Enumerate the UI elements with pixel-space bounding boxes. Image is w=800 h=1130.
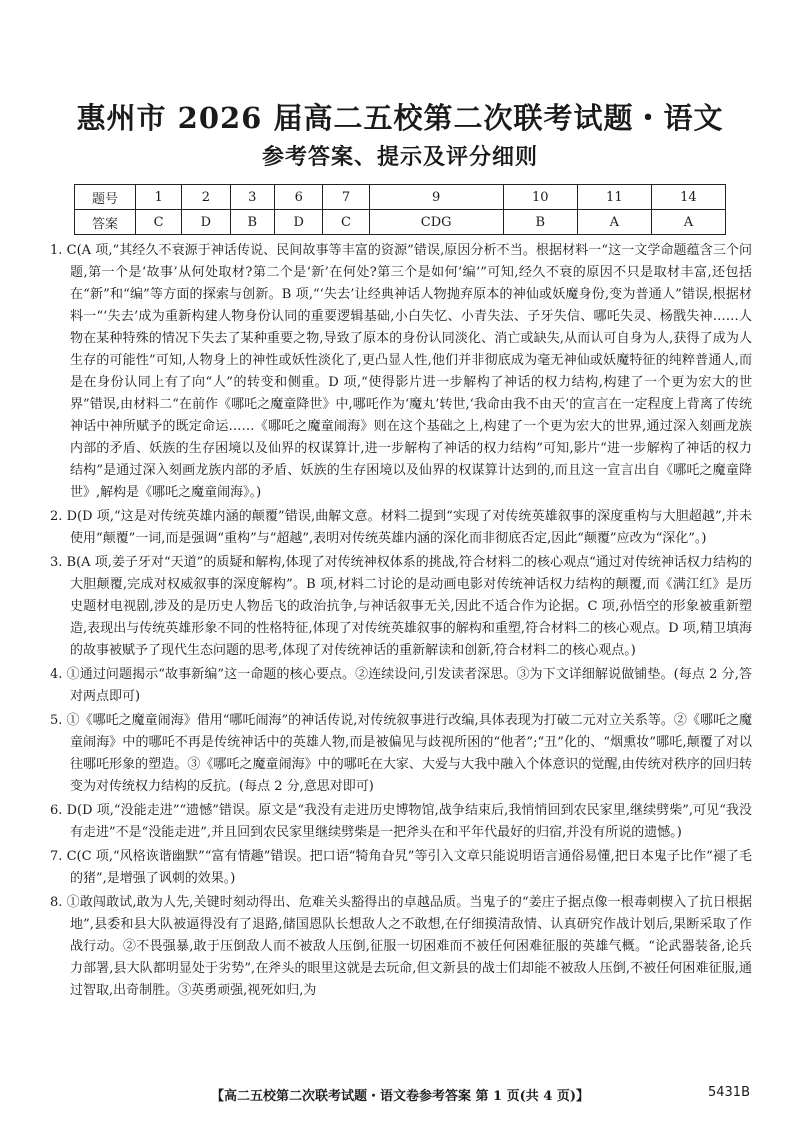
answer-item-3: 3. B(A 项,姜子牙对“天道”的质疑和解构,体现了对传统神权体系的挑战,符合材料二的核心观点“通过对传统神话权力结构的大胆颠覆,完成对权威叙事的深度解构”。B 项,材料二讨论的是动画电影对传统神话权力结构的颠覆,而《满江红》是历史题材电视剧,涉及的是历史人物岳飞的政治抗争,与神话叙事无关,因此不适合作为论据。C 项,孙悟空的形象被重新塑造,表现出与传统英雄形象不同的性格特征,体现了对传统英雄叙事的解构和重塑,符合材料二的核心观点。D 项,精卫填海的故事被赋予了现代生态问题的思考,体现了对传统神话的重新解读和创新,符合材料二的核心观点。) [50,555,752,658]
answer-item-7: 7. C(C 项,“风格诙谐幽默”“富有情趣”错误。把口语“犄角旮旯”等引入文章只能说明语言通俗易懂,把日本鬼子比作“褪了毛的猪”,是增强了讽刺的效果。) [50,849,752,886]
page-footer: 【高二五校第二次联考试题・语文卷参考答案 第 1 页(共 4 页)】 [210,1089,590,1104]
answer-item-1: 1. C(A 项,“其经久不衰源于神话传说、民间故事等丰富的资源”错误,原因分析不当。根据材料一“这一文学命题蕴含三个问题,第一个是‘故事’从何处取材?第二个是‘新’在何处?第三个是如何‘编’”可知,经久不衰的原因不只是取材丰富,还包括在“新”和“编”等方面的探索与创新。B 项,“‘失去’让经典神话人物抛弃原本的神仙或妖魔身份,变为普通人”错误,根据材料一“‘失去’成为重新构建人物身份认同的重要逻辑基础,小白失忆、小青失法、子牙失信、哪吒失灵、杨戬失神……人物在某种特殊的情况下失去了某种重要之物,导致了原本的身份认同淡化、消亡或缺失,从而认可自身为人,获得了成为人生存的可能性”可知,人物身上的神性或妖性淡化了,更凸显人性,他们并非彻底成为毫无神仙或妖魔特征的纯粹普通人,而是在身份认同上有了向“人”的转变和侧重。D 项,“使得影片进一步解构了神话的权力结构,构建了一个更为宏大的世界”错误,由材料二“在前作《哪吒之魔童降世》中,哪吒作为‘魔丸’转世,‘我命由我不由天’的宣言在一定程度上背离了传统神话中神所赋予的既定命运……《哪吒之魔童闹海》则在这个基础之上,构建了一个更为宏大的世界,通过深入刻画龙族内部的矛盾、妖族的生存困境以及仙界的权谋算计,进一步解构了神话的权力结构”可知,影片“进一步解构了神话的权力结构”是通过深入刻画龙族内部的矛盾、妖族的生存困境以及仙界的权谋算计达到的,而且这一宣言出自《哪吒之魔童降世》,解构是《哪吒之魔童闹海》。) [50,243,752,500]
table-cell: C [136,210,182,235]
answer-table [74,184,726,235]
answer-item-8: 8. ①敢闯敢试,敢为人先,关键时刻动得出、危难关头豁得出的卓越品质。当鬼子的“姜庄子据点像一根毒刺楔入了抗日根据地”,县委和县大队被逼得没有了退路,储国恩队长想敌人之不敢想,在仔细摸清敌情、认真研究作战计划后,果断采取了作战行动。②不畏强暴,敢于压倒敌人而不被敌人压倒,征服一切困难而不被任何困难征服的英雄气概。“论武器装备,论兵力部署,县大队都明显处于劣势”,在斧头的眼里这就是去玩命,但文新县的战士们却能不被敌人压倒,不被任何困难征服,通过智取,出奇制胜。③英勇顽强,视死如归,为 [50,895,752,998]
table-cell: 1 [136,185,182,210]
table-cell: B [503,210,577,235]
table-cell: 14 [651,185,725,210]
page-title: 惠州市 2026 届高二五校第二次联考试题・语文 [76,101,724,135]
table-cell: 10 [503,185,577,210]
table-cell: 2 [182,185,230,210]
table-cell: A [651,210,725,235]
answer-item-5: 5. ①《哪吒之魔童闹海》借用“哪吒闹海”的神话传说,对传统叙事进行改编,具体表现为打破二元对立关系等。②《哪吒之魔童闹海》中的哪吒不再是传统神话中的英雄人物,而是被偏见与歧视所困的“他者”;“丑”化的、“烟熏妆”哪吒,颠覆了对以往哪吒形象的塑造。③《哪吒之魔童闹海》中的哪吒在大家、大爱与大我中融入个体意识的觉醒,由传统对秩序的回归转变为对传统权力结构的反抗。(每点 2 分,意思对即可) [50,713,752,794]
answer-item-4: 4. ①通过问题揭示“故事新编”这一命题的核心要点。②连续设问,引发读者深思。③为下文详细解说做铺垫。(每点 2 分,答对两点即可) [50,667,752,704]
table-row-answers [75,210,726,235]
table-cell: D [275,210,323,235]
answer-item-6: 6. D(D 项,“没能走进”“遗憾”错误。原文是“我没有走进历史博物馆,战争结束后,我悄悄回到农民家里,继续劈柴”,可见“我没有走进”不是“没能走进”,并且回到农民家里继续劈柴是一把斧头在和平年代最好的归宿,并没有所说的遗憾。) [50,803,752,840]
table-cell: 3 [230,185,275,210]
table-cell: D [182,210,230,235]
table-cell: B [230,210,275,235]
document-code: 5431B [707,1085,750,1100]
table-cell: 7 [323,185,369,210]
table-cell: C [323,210,369,235]
row-label-answer: 答案 [75,210,136,235]
answer-explanations [50,240,752,1004]
table-cell: 9 [369,185,503,210]
table-cell: A [577,210,651,235]
table-cell: 11 [577,185,651,210]
table-row-numbers [75,185,726,210]
table-cell: CDG [369,210,503,235]
page-subtitle: 参考答案、提示及评分细则 [261,144,538,170]
answer-item-2: 2. D(D 项,“这是对传统英雄内涵的颠覆”错误,曲解文意。材料二提到“实现了对传统英雄叙事的深度重构与大胆超越”,并未使用“颠覆”一词,而是强调“重构”与“超越”,表明对传统英雄内涵的深化而非彻底否定,因此“颠覆”应改为“深化”。) [50,509,752,546]
table-cell: 6 [275,185,323,210]
row-label-number: 题号 [75,185,136,210]
